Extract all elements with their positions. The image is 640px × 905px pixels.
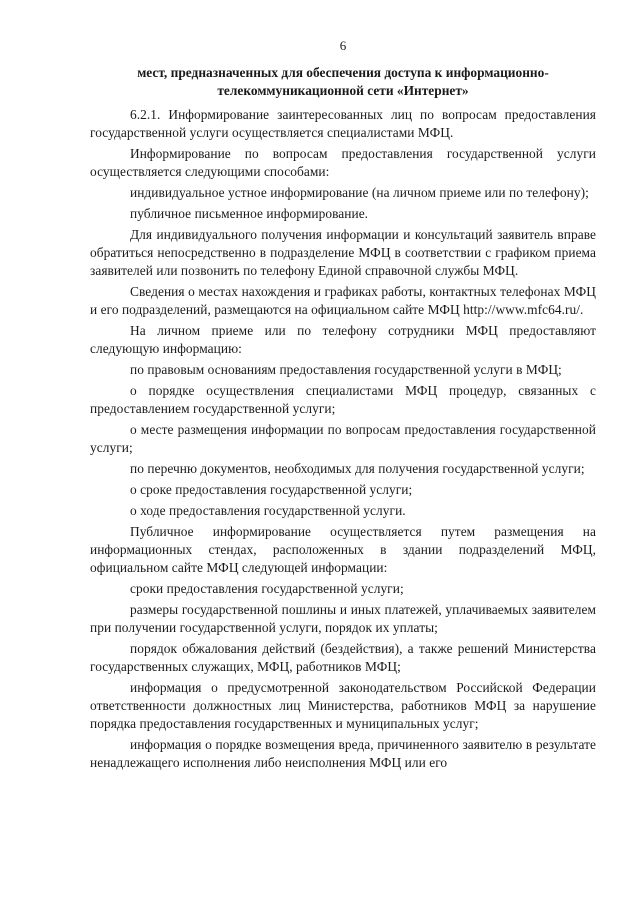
page-number: 6	[339, 38, 347, 53]
paragraph: индивидуальное устное информирование (на личном приеме или по телефону);	[130, 185, 589, 200]
paragraph: Публичное информирование осуществляется путем размещения на информационных стендах, расположенных в здании подразделений МФЦ, официальном сайте МФЦ следующей информации:	[90, 524, 596, 575]
paragraph: по правовым основаниям предоставления государственной услуги в МФЦ;	[130, 362, 562, 377]
paragraph: порядок обжалования действий (бездействия), а также решений Министерства государственных служащих, МФЦ, работников МФЦ;	[90, 641, 596, 674]
paragraph: На личном приеме или по телефону сотрудники МФЦ предоставляют следующую информацию:	[90, 323, 596, 356]
paragraph: Информирование по вопросам предоставления государственной услуги осуществляется следующими способами:	[90, 146, 596, 179]
paragraph: Сведения о местах нахождения и графиках работы, контактных телефонах МФЦ и его подразделений, размещаются на официальном сайте МФЦ http://www.mfc64.ru/.	[90, 284, 596, 317]
paragraph: о сроке предоставления государственной услуги;	[130, 482, 413, 497]
paragraph: публичное письменное информирование.	[130, 206, 369, 221]
paragraph: о ходе предоставления государственной услуги.	[130, 503, 406, 518]
paragraph: информация о порядке возмещения вреда, причиненного заявителю в результате ненадлежащего исполнения либо неисполнения МФЦ или его	[90, 737, 596, 770]
paragraph: о порядке осуществления специалистами МФЦ процедур, связанных с предоставлением государственной услуги;	[90, 383, 596, 416]
paragraph: размеры государственной пошлины и иных платежей, уплачиваемых заявителем при получении государственной услуги, порядок их уплаты;	[90, 602, 596, 635]
paragraph: Для индивидуального получения информации и консультаций заявитель вправе обратиться непосредственно в подразделение МФЦ в соответствии с графиком приема заявителей или позвонить по телефону Единой справочной службы МФЦ.	[90, 227, 596, 278]
section-heading: мест, предназначенных для обеспечения доступа к информационно-телекоммуникационной сети «Интернет»	[137, 65, 549, 98]
paragraph: сроки предоставления государственной услуги;	[130, 581, 404, 596]
paragraph: 6.2.1. Информирование заинтересованных лиц по вопросам предоставления государственной услуги осуществляется специалистами МФЦ.	[90, 107, 596, 140]
paragraph: о месте размещения информации по вопросам предоставления государственной услуги;	[90, 422, 596, 455]
paragraph: по перечню документов, необходимых для получения государственной услуги;	[130, 461, 585, 476]
paragraph: информация о предусмотренной законодательством Российской Федерации ответственности должностных лиц Министерства, работников МФЦ за нарушение порядка предоставления государственных и муниципальных услуг;	[90, 680, 596, 731]
document-page	[90, 38, 596, 775]
